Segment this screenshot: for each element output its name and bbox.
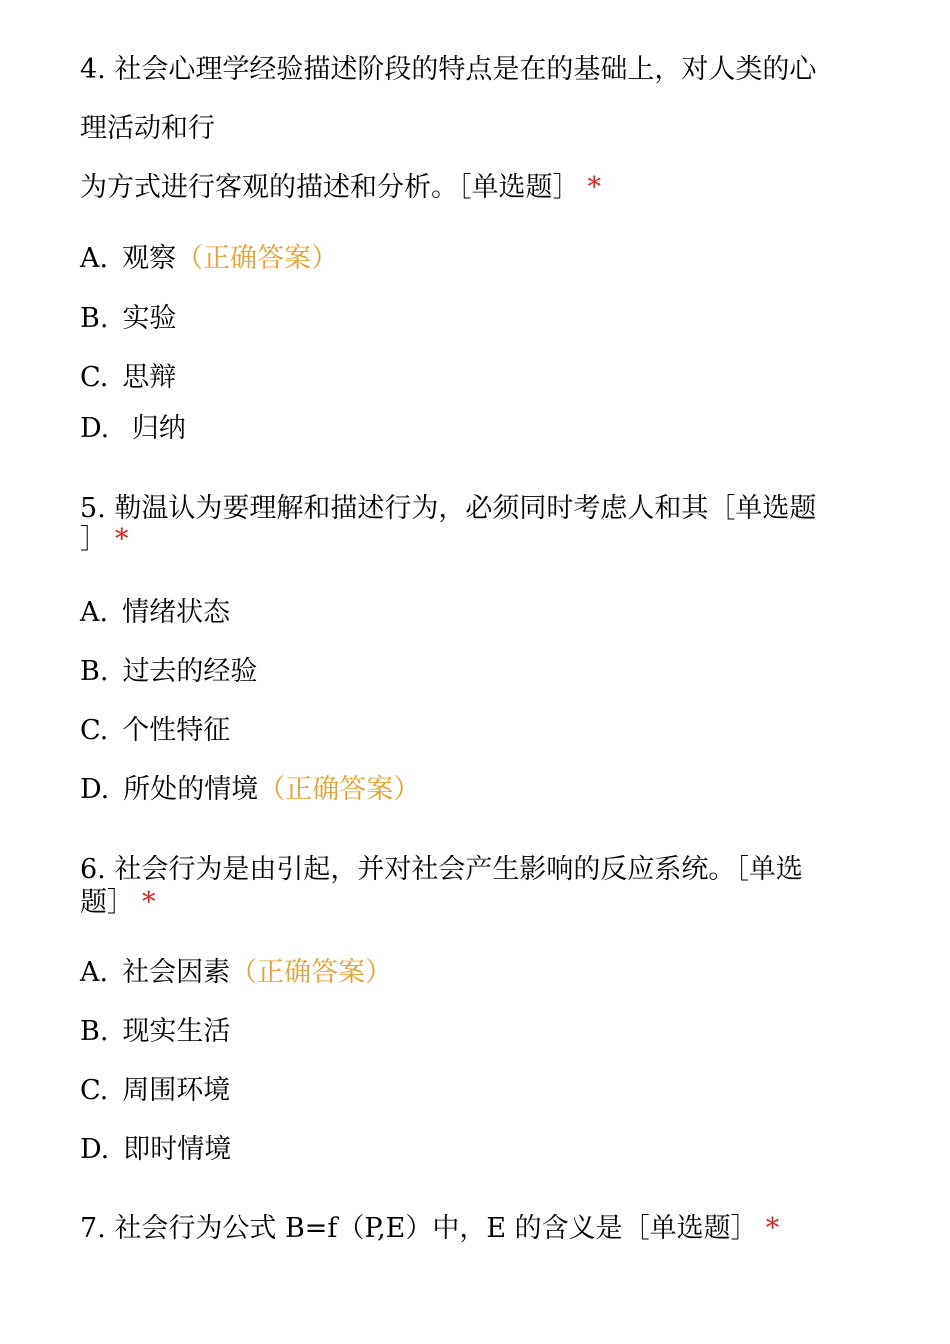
required-asterisk: * [765, 1213, 780, 1244]
option-text: 即时情境 [123, 1134, 232, 1165]
question-text: 社会行为公式 B=f（P,E）中，E 的含义是［单选题］ [114, 1213, 758, 1244]
question-number: 4. [80, 54, 106, 85]
option-text: 归纳 [123, 413, 186, 444]
question-number: 5. [80, 493, 106, 524]
question-5-line-1 [80, 492, 816, 526]
option-letter: A. [80, 243, 109, 274]
question-number: 6. [80, 854, 106, 885]
question-5-option-c [80, 714, 230, 748]
question-6-option-c [80, 1074, 230, 1108]
option-letter: D. [80, 774, 110, 805]
option-letter: B. [80, 303, 109, 334]
option-text: 实验 [122, 303, 177, 334]
question-text: ］ [80, 524, 107, 555]
question-6-option-b [80, 1015, 230, 1049]
option-text: 现实生活 [122, 1016, 231, 1047]
option-letter: D. [80, 413, 110, 444]
question-6-option-a [80, 956, 392, 990]
question-4-line-3 [80, 171, 601, 205]
option-letter: B. [80, 656, 109, 687]
option-text: 社会因素 [122, 957, 231, 988]
correct-answer-label: （正确答案） [230, 957, 393, 988]
question-5-option-a [80, 596, 230, 630]
question-text: 为方式进行客观的描述和分析。［单选题］ [80, 172, 580, 203]
question-text: 社会行为是由引起，并对社会产生影响的反应系统。［单选 [114, 854, 803, 885]
option-text: 周围环境 [122, 1075, 231, 1106]
option-letter: C. [80, 1075, 109, 1106]
option-text: 思辩 [122, 362, 177, 393]
question-5-option-b [80, 655, 257, 689]
option-text: 个性特征 [122, 715, 231, 746]
question-4-option-a [80, 242, 338, 276]
option-letter: C. [80, 362, 109, 393]
option-text: 所处的情境 [123, 774, 259, 805]
option-text: 情绪状态 [122, 597, 231, 628]
correct-answer-label: （正确答案） [176, 243, 339, 274]
question-number: 7. [80, 1213, 106, 1244]
question-4-line-2 [80, 112, 215, 146]
question-6-option-d [80, 1133, 231, 1167]
question-6-line-2 [80, 886, 156, 920]
correct-answer-label: （正确答案） [258, 774, 421, 805]
option-letter: C. [80, 715, 109, 746]
option-letter: A. [80, 957, 109, 988]
question-4-option-c [80, 361, 176, 395]
option-text: 观察 [122, 243, 177, 274]
question-4-line-1 [80, 53, 816, 87]
question-text: 社会心理学经验描述阶段的特点是在的基础上，对人类的心 [114, 54, 817, 85]
required-asterisk: * [115, 524, 129, 555]
required-asterisk: * [587, 172, 601, 203]
option-text: 过去的经验 [122, 656, 258, 687]
question-7-line-1 [80, 1212, 779, 1246]
question-4-option-d [80, 412, 186, 446]
required-asterisk: * [142, 887, 156, 918]
question-text: 勒温认为要理解和描述行为，必须同时考虑人和其［单选题 [114, 493, 817, 524]
question-text: 题］ [80, 887, 134, 918]
option-letter: D. [80, 1134, 110, 1165]
question-4-option-b [80, 302, 176, 336]
question-5-line-2 [80, 523, 129, 557]
question-5-option-d [80, 773, 420, 807]
question-6-line-1 [80, 853, 803, 887]
option-letter: B. [80, 1016, 109, 1047]
option-letter: A. [80, 597, 109, 628]
question-text: 理活动和行 [80, 113, 215, 144]
